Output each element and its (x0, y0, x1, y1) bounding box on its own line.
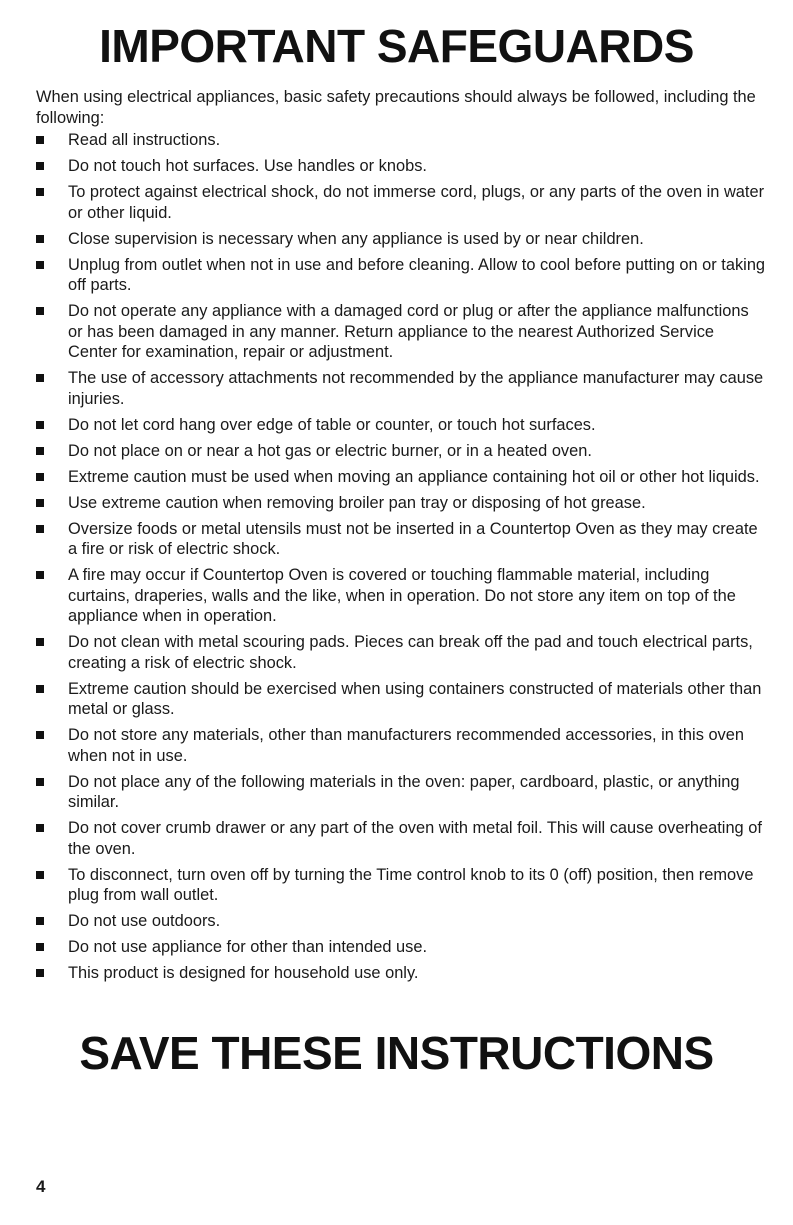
list-item-text: Close supervision is necessary when any appliance is used by or near children. (68, 229, 644, 248)
square-bullet-icon (36, 969, 44, 977)
list-item-text: Use extreme caution when removing broiler pan tray or disposing of hot grease. (68, 493, 646, 512)
closing-heading: SAVE THESE INSTRUCTIONS (79, 1027, 714, 1079)
list-item-text: Extreme caution should be exercised when using containers constructed of materials other than metal or glass. (68, 679, 762, 718)
list-item (36, 772, 766, 813)
list-item-text: To protect against electrical shock, do not immerse cord, plugs, or any parts of the oven in water or other liquid. (68, 183, 765, 222)
square-bullet-icon (36, 778, 44, 786)
square-bullet-icon (36, 261, 44, 269)
list-item-text: Read all instructions. (68, 131, 221, 149)
list-item (36, 415, 766, 436)
square-bullet-icon (36, 638, 44, 646)
list-item (36, 301, 766, 363)
list-item-text: Do not place any of the following materials in the oven: paper, cardboard, plastic, or anything similar. (68, 772, 740, 811)
square-bullet-icon (36, 571, 44, 579)
list-item-text: Do not clean with metal scouring pads. Pieces can break off the pad and touch electrical parts, creating a risk of electric shock. (68, 633, 753, 672)
list-item-text: Do not touch hot surfaces. Use handles or knobs. (68, 157, 427, 175)
list-item (36, 632, 766, 673)
list-item (36, 467, 766, 488)
list-item-text: Unplug from outlet when not in use and before cleaning. Allow to cool before putting on or taking off parts. (68, 255, 766, 294)
list-item (36, 818, 766, 859)
list-item (36, 725, 766, 766)
list-item-text: A fire may occur if Countertop Oven is covered or touching flammable material, including curtains, draperies, walls and the like, when in operation. Do not store any item on top of the appliance when in operation. (68, 566, 736, 625)
list-item (36, 493, 766, 514)
square-bullet-icon (36, 499, 44, 507)
list-item (36, 679, 766, 720)
square-bullet-icon (36, 731, 44, 739)
list-item (36, 963, 766, 984)
square-bullet-icon (36, 162, 44, 170)
square-bullet-icon (36, 685, 44, 693)
list-item (36, 229, 766, 250)
list-item-text: Do not use appliance for other than intended use. (68, 938, 428, 956)
square-bullet-icon (36, 447, 44, 455)
square-bullet-icon (36, 374, 44, 382)
list-item (36, 911, 766, 932)
square-bullet-icon (36, 917, 44, 925)
list-item-text: Do not place on or near a hot gas or electric burner, or in a heated oven. (68, 441, 592, 460)
list-item (36, 368, 766, 409)
list-item-text: Oversize foods or metal utensils must not be inserted in a Countertop Oven as they may create a fire or risk of electric shock. (68, 519, 758, 558)
list-item (36, 565, 766, 627)
list-item-text: Do not use outdoors. (68, 912, 221, 930)
list-item-text: Do not cover crumb drawer or any part of the oven with metal foil. This will cause overheating of the oven. (68, 819, 762, 858)
square-bullet-icon (36, 421, 44, 429)
intro-paragraph: When using electrical appliances, basic safety precautions should always be followed, including the following: (36, 88, 756, 127)
list-item-text: Do not let cord hang over edge of table or counter, or touch hot surfaces. (68, 415, 596, 434)
square-bullet-icon (36, 525, 44, 533)
square-bullet-icon (36, 943, 44, 951)
list-item (36, 441, 766, 462)
list-item (36, 156, 766, 177)
page-number: 4 (36, 1177, 46, 1196)
list-item (36, 130, 766, 151)
list-item-text: To disconnect, turn oven off by turning the Time control knob to its 0 (off) position, then remove plug from wall outlet. (68, 865, 754, 904)
square-bullet-icon (36, 307, 44, 315)
safeguards-list (36, 130, 766, 989)
list-item (36, 182, 766, 223)
square-bullet-icon (36, 136, 44, 144)
list-item-text: The use of accessory attachments not recommended by the appliance manufacturer may cause injuries. (68, 369, 764, 408)
square-bullet-icon (36, 871, 44, 879)
square-bullet-icon (36, 824, 44, 832)
list-item-text: This product is designed for household use only. (68, 964, 419, 982)
square-bullet-icon (36, 188, 44, 196)
list-item-text: Extreme caution must be used when moving an appliance containing hot oil or other hot liquids. (68, 467, 760, 486)
square-bullet-icon (36, 473, 44, 481)
page-title: IMPORTANT SAFEGUARDS (99, 20, 694, 72)
list-item (36, 865, 766, 906)
list-item (36, 519, 766, 560)
list-item (36, 255, 766, 296)
list-item (36, 937, 766, 958)
square-bullet-icon (36, 235, 44, 243)
list-item-text: Do not operate any appliance with a damaged cord or plug or after the appliance malfunctions or has been damaged in any manner. Return appliance to the nearest Authorized Service Center for examination, repair or adjustment. (68, 302, 749, 361)
list-item-text: Do not store any materials, other than manufacturers recommended accessories, in this oven when not in use. (68, 726, 744, 765)
